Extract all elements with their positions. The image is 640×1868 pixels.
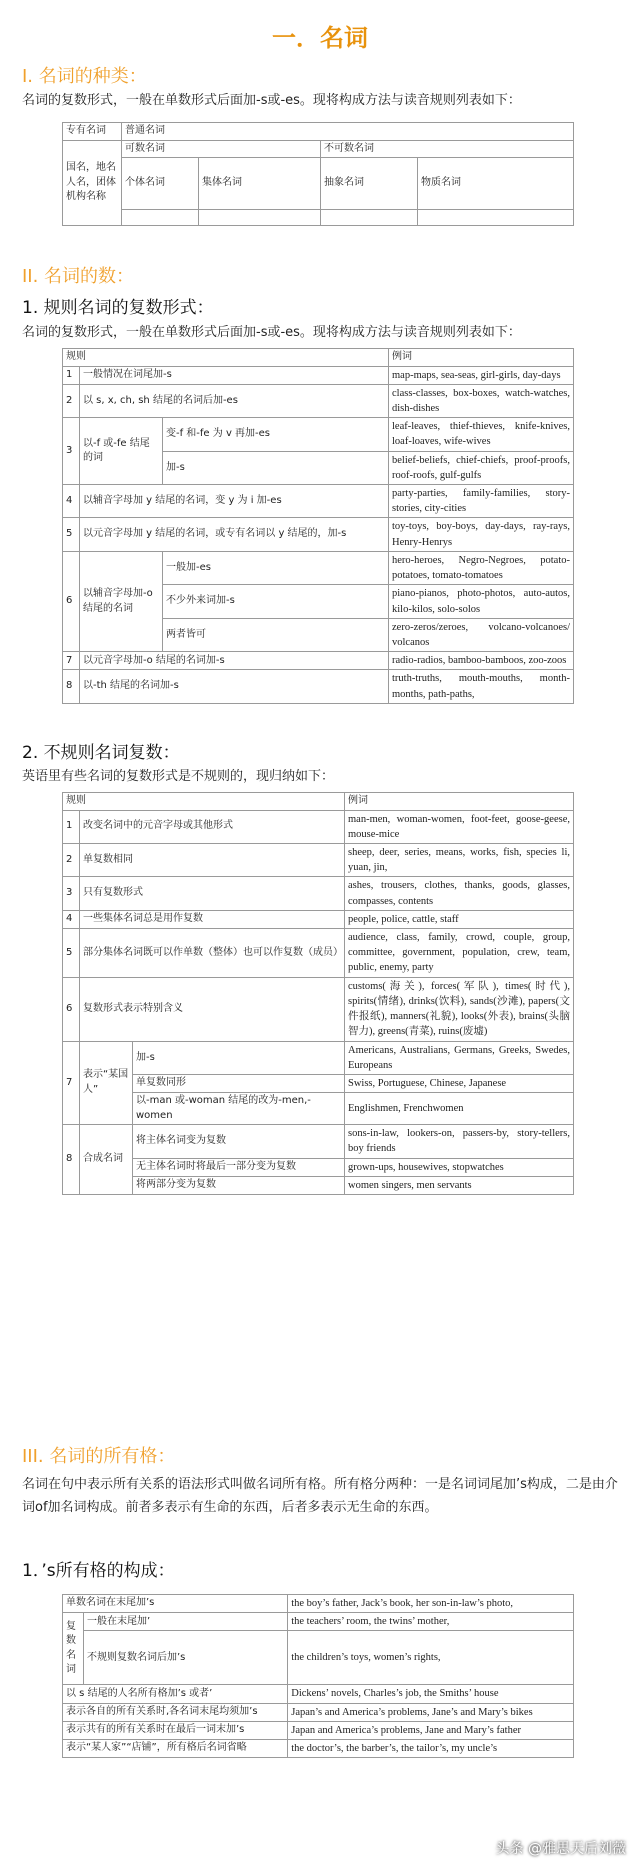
empty-cell <box>199 210 321 226</box>
cell-proper: 专有名词 <box>63 123 122 141</box>
section-1-heading: I. 名词的种类： <box>22 66 147 87</box>
section-2-intro: 名词的复数形式，一般在单数形式后面加-s或-es。现将构成方法与读音规则列表如下： <box>22 325 521 340</box>
subrule-cell: 以-man 或-woman 结尾的改为-men,-women <box>133 1093 345 1125</box>
example-cell: women singers, men servants <box>345 1176 574 1194</box>
example-cell: piano-pianos, photo-photos, auto-autos, kilo-kilos, solo-solos <box>389 585 574 618</box>
row-number: 7 <box>63 652 80 670</box>
example-cell: grown-ups, housewives, stopwatches <box>345 1158 574 1176</box>
watermark: 头条 @雅思天后刘薇 <box>495 1841 626 1857</box>
example-cell: zero-zeros/zeroes, volcano-volcanoes/ volcanos <box>389 618 574 651</box>
example-cell: map-maps, sea-seas, girl-girls, day-days <box>389 366 574 384</box>
example-cell: truth-truths, mouth-mouths, month-months, path-paths, <box>389 670 574 703</box>
subsection-regular-plural: 1. 规则名词的复数形式： <box>22 298 214 318</box>
subrule-cell: 不规则复数名词后加’s <box>84 1631 288 1685</box>
example-cell: man-men, woman-women, foot-feet, goose-geese, mouse-mice <box>345 810 574 843</box>
example-cell: sheep, deer, series, means, works, fish, species li, yuan, jin, <box>345 843 574 876</box>
row-number: 3 <box>63 418 80 485</box>
row-number: 2 <box>63 843 80 876</box>
page-title: 一．名词 <box>272 24 368 52</box>
example-cell: Americans, Australians, Germans, Greeks, Swedes, Europeans <box>345 1041 574 1074</box>
rule-cell: 合成名词 <box>80 1125 133 1195</box>
example-cell: the teachers’ room, the twins’ mother, <box>288 1613 574 1631</box>
cell-countable: 可数名词 <box>122 140 321 158</box>
example-cell: belief-beliefs, chief-chiefs, proof-proofs, roof-roofs, gulf-gulfs <box>389 451 574 484</box>
rule-cell: 表示各自的所有关系时,各名词末尾均须加’s <box>63 1703 288 1721</box>
subrule-cell: 将两部分变为复数 <box>133 1176 345 1194</box>
row-number: 7 <box>63 1041 80 1125</box>
subrule-cell: 加-s <box>133 1041 345 1074</box>
rule-cell: 以辅音字母加 y 结尾的名词，变 y 为 i 加-es <box>80 485 389 518</box>
section-3-intro: 名词在句中表示所有关系的语法形式叫做名词所有格。所有格分两种：一是名词词尾加’s构成，二是由介词of加名词构成。前者多表示有生命的东西，后者多表示无生命的东西。 <box>22 1477 618 1515</box>
regular-plural-table <box>62 348 574 704</box>
empty-cell <box>321 210 418 226</box>
subrule-cell: 不少外来词加-s <box>163 585 389 618</box>
row-number: 1 <box>63 366 80 384</box>
example-cell: Japan’s and America’s problems, Jane’s and Mary’s bikes <box>288 1703 574 1721</box>
section-2-heading: II. 名词的数： <box>22 266 135 287</box>
example-cell: ashes, trousers, clothes, thanks, goods, glasses, compasses, contents <box>345 877 574 910</box>
header-example: 例词 <box>345 793 574 811</box>
rule-cell: 复数形式表示特别含义 <box>80 977 345 1041</box>
empty-cell <box>122 210 199 226</box>
cell-collective: 集体名词 <box>199 158 321 210</box>
subrule-cell: 无主体名词时将最后一部分变为复数 <box>133 1158 345 1176</box>
cell-uncountable: 不可数名词 <box>321 140 574 158</box>
subsection-irregular-plural: 2. 不规则名词复数： <box>22 743 180 763</box>
rule-cell: 表示“某人家”“店铺”，所有格后名词省略 <box>63 1740 288 1758</box>
example-cell: Dickens’ novels, Charles’s job, the Smiths’ house <box>288 1685 574 1703</box>
subsection-possessive: 1．’s所有格的构成： <box>22 1561 175 1581</box>
rule-cell: 表示“某国人” <box>80 1041 133 1125</box>
subrule-cell: 单复数同形 <box>133 1075 345 1093</box>
subrule-cell: 变-f 和-fe 为 v 再加-es <box>163 418 389 451</box>
rule-cell: 表示共有的所有关系时在最后一词末加’s <box>63 1721 288 1739</box>
noun-types-table <box>62 122 574 226</box>
cell-proper-desc: 国名，地名人名，团体机构名称 <box>63 140 122 226</box>
rule-cell: 只有复数形式 <box>80 877 345 910</box>
row-number: 8 <box>63 670 80 703</box>
cell-material: 物质名词 <box>418 158 574 210</box>
example-cell: customs(海关), forces(军队), times(时代), spirits(情绪), drinks(饮料), sands(沙滩), papers(文件报纸), manners(礼貌), looks(外表), brains(头脑智力), greens(青菜), ruins(废墟) <box>345 977 574 1041</box>
rule-cell: 以 s 结尾的人名所有格加’s 或者’ <box>63 1685 288 1703</box>
example-cell: people, police, cattle, staff <box>345 910 574 928</box>
subrule-cell: 加-s <box>163 451 389 484</box>
subrule-cell: 一般加-es <box>163 551 389 584</box>
rule-cell: 以-th 结尾的名词加-s <box>80 670 389 703</box>
example-cell: audience, class, family, crowd, couple, group, committee, government, population, crew, team, public, enemy, party <box>345 929 574 978</box>
row-number: 8 <box>63 1125 80 1195</box>
row-number: 2 <box>63 384 80 417</box>
rule-cell: 以辅音字母加-o 结尾的名词 <box>80 551 163 651</box>
empty-cell <box>418 210 574 226</box>
example-cell: Japan and America’s problems, Jane and Mary’s father <box>288 1721 574 1739</box>
cell-common: 普通名词 <box>122 123 574 141</box>
example-cell: hero-heroes, Negro-Negroes, potato-potatoes, tomato-tomatoes <box>389 551 574 584</box>
rule-cell: 以元音字母加 y 结尾的名词，或专有名词以 y 结尾的，加-s <box>80 518 389 551</box>
example-cell: the children’s toys, women’s rights, <box>288 1631 574 1685</box>
example-cell: Englishmen, Frenchwomen <box>345 1093 574 1125</box>
example-cell: leaf-leaves, thief-thieves, knife-knives, loaf-loaves, wife-wives <box>389 418 574 451</box>
example-cell: the boy’s father, Jack’s book, her son-in-law’s photo, <box>288 1595 574 1613</box>
example-cell: radio-radios, bamboo-bamboos, zoo-zoos <box>389 652 574 670</box>
row-number: 3 <box>63 877 80 910</box>
example-cell: the doctor’s, the barber’s, the tailor’s, my uncle’s <box>288 1740 574 1758</box>
cell-individual: 个体名词 <box>122 158 199 210</box>
rule-cell: 以-f 或-fe 结尾的词 <box>80 418 163 485</box>
row-number: 5 <box>63 518 80 551</box>
possessive-table <box>62 1594 574 1758</box>
row-number: 1 <box>63 810 80 843</box>
irregular-plural-table <box>62 792 574 1195</box>
example-cell: toy-toys, boy-boys, day-days, ray-rays, Henry-Henrys <box>389 518 574 551</box>
cell-abstract: 抽象名词 <box>321 158 418 210</box>
rule-cell: 一般情况在词尾加-s <box>80 366 389 384</box>
header-rule: 规则 <box>63 793 345 811</box>
rule-cell: 单数名词在末尾加’s <box>63 1595 288 1613</box>
subrule-cell: 将主体名词变为复数 <box>133 1125 345 1158</box>
example-cell: sons-in-law, lookers-on, passers-by, story-tellers, boy friends <box>345 1125 574 1158</box>
rule-cell: 部分集体名词既可以作单数（整体）也可以作复数（成员） <box>80 929 345 978</box>
row-number: 6 <box>63 977 80 1041</box>
section-1-intro: 名词的复数形式，一般在单数形式后面加-s或-es。现将构成方法与读音规则列表如下： <box>22 93 521 108</box>
section-3-heading: III. 名词的所有格： <box>22 1446 176 1467</box>
header-rule: 规则 <box>63 349 389 367</box>
rule-cell: 以 s, x, ch, sh 结尾的名词后加-es <box>80 384 389 417</box>
subrule-cell: 一般在末尾加’ <box>84 1613 288 1631</box>
row-number: 5 <box>63 929 80 978</box>
rule-cell: 以元音字母加-o 结尾的名词加-s <box>80 652 389 670</box>
subrule-cell: 两者皆可 <box>163 618 389 651</box>
rule-cell: 改变名词中的元音字母或其他形式 <box>80 810 345 843</box>
irregular-intro: 英语里有些名词的复数形式是不规则的，现归纳如下： <box>22 769 335 784</box>
example-cell: Swiss, Portuguese, Chinese, Japanese <box>345 1075 574 1093</box>
row-number: 4 <box>63 910 80 928</box>
rule-cell: 一些集体名词总是用作复数 <box>80 910 345 928</box>
example-cell: class-classes, box-boxes, watch-watches, dish-dishes <box>389 384 574 417</box>
row-number: 6 <box>63 551 80 651</box>
example-cell: party-parties, family-families, story-stories, city-cities <box>389 485 574 518</box>
header-example: 例词 <box>389 349 574 367</box>
rule-cell: 单复数相同 <box>80 843 345 876</box>
rule-cell: 复数名词 <box>63 1613 84 1685</box>
row-number: 4 <box>63 485 80 518</box>
